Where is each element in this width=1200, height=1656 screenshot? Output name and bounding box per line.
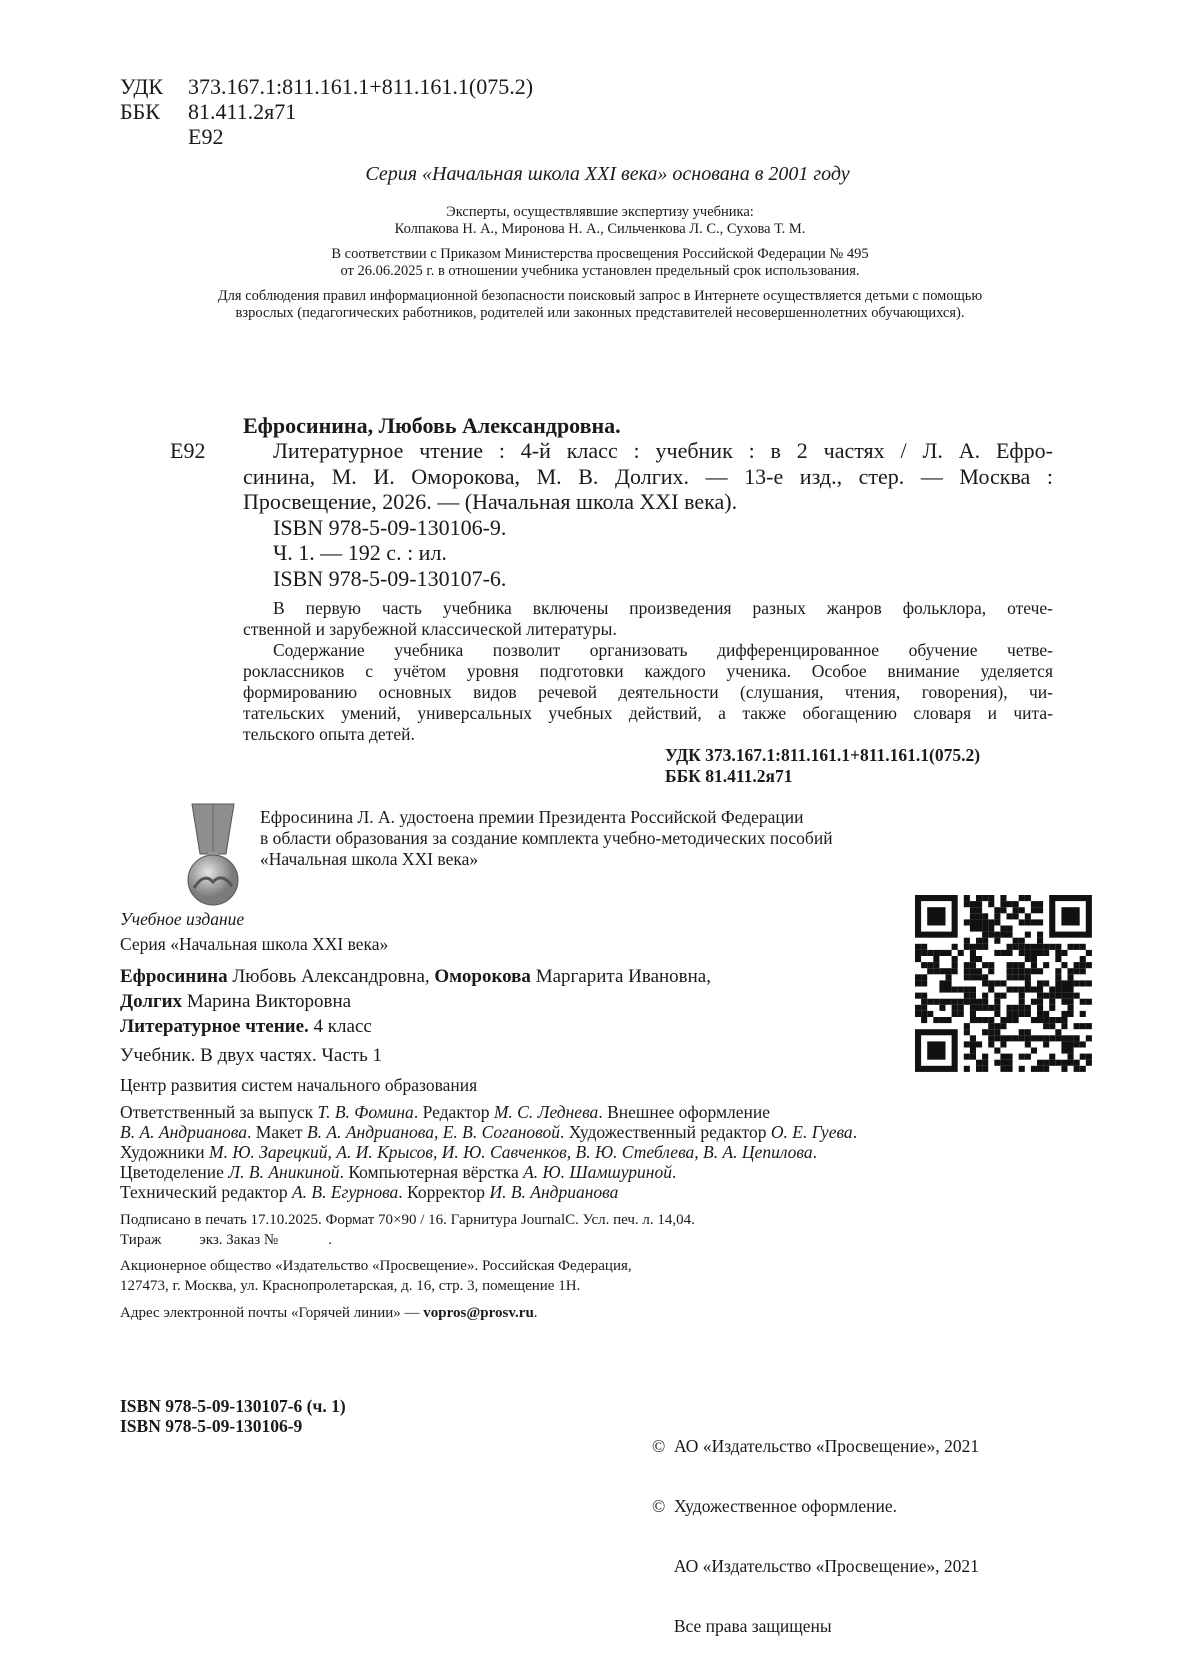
abstract-line: В первую часть учебника включены произведения разных жанров фольклора, отече- (273, 598, 1053, 618)
print-run-label: Тираж (120, 1232, 162, 1248)
credit-role: . (852, 1122, 858, 1142)
credit-role: . Внешнее оформление (598, 1102, 771, 1122)
abstract-line: формированию основных видов речевой деятельности (слушания, чтения, говорения), чи- (243, 682, 1053, 702)
author-mark: Е92 (188, 124, 224, 149)
center-name: Центр развития систем начального образования (120, 1075, 478, 1095)
credit-role: . Корректор (398, 1182, 490, 1202)
credit-person: Л. В. Аникиной (228, 1162, 340, 1182)
author-surname: Ефросинина (120, 966, 228, 987)
hotline-email (120, 1303, 538, 1323)
bib-mark: Е92 (170, 438, 206, 463)
credit-person: В. А. Андрианова, Е. В. Согановой (306, 1122, 561, 1142)
order-note-line: В соответствии с Приказом Министерства просвещения Российской Федерации № 495 (331, 246, 869, 262)
signed-info: Подписано в печать 17.10.2025. Формат 70×90 / 16. Гарнитура JournalC. Усл. печ. л. 14,04. (120, 1212, 695, 1228)
award-line: «Начальная школа XXI века» (260, 849, 479, 869)
credit-role: . Макет (247, 1122, 307, 1142)
author-heading: Ефросинина, Любовь Александровна. (243, 413, 621, 438)
print-info (120, 1210, 695, 1250)
credit-role: . (671, 1162, 677, 1182)
publisher-line: Акционерное общество «Издательство «Просвещение». Российская Федерация, (120, 1258, 632, 1274)
order-end: . (328, 1232, 332, 1248)
imprint-series: Серия «Начальная школа XXI века» (120, 934, 389, 954)
series-note: Серия «Начальная школа XXI века» основана в 2001 году (365, 163, 850, 185)
author-name: Маргарита Ивановна, (530, 966, 711, 987)
credit-line (120, 1182, 857, 1202)
copyright-line: Все права защищены (652, 1616, 832, 1636)
credit-person: Т. В. Фомина (317, 1102, 414, 1122)
bbk-label: ББК (120, 99, 160, 124)
credits (120, 1102, 857, 1202)
abstract-line: Содержание учебника позволит организовать дифференцированное обучение четве- (273, 640, 1053, 660)
medal-icon (180, 802, 246, 908)
book-grade: 4 класс (308, 1016, 372, 1037)
udk-line (120, 74, 533, 99)
qr-code[interactable] (915, 895, 1093, 1075)
credit-person: А. В. Егурнова (291, 1182, 399, 1202)
experts (100, 204, 1100, 238)
isbn-line: ISBN 978-5-09-130106-9 (120, 1416, 303, 1436)
order-note-line: от 26.06.2025 г. в отношении учебника установлен предельный срок использования. (340, 263, 860, 279)
copyright-line: © Художественное оформление. (652, 1496, 898, 1516)
isbn-set: ISBN 978-5-09-130106-9. (273, 514, 507, 540)
abstract-line: роклассников с учётом уровня подготовки каждого ученика. Особое внимание уделяется (243, 661, 1053, 681)
award-line: в области образования за создание комплекта учебно-методических пособий (260, 828, 833, 848)
credit-person: А. Ю. Шамшуриной (523, 1162, 672, 1182)
bib-bbk: ББК 81.411.2я71 (665, 766, 793, 786)
email-label: Адрес электронной почты «Горячей линии» — (120, 1305, 424, 1321)
email-link[interactable]: vopros@prosv.ru (423, 1305, 534, 1321)
credit-line (120, 1142, 857, 1162)
part-info: Ч. 1. — 192 с. : ил. (273, 540, 447, 565)
isbn-line: ISBN 978-5-09-130107-6 (ч. 1) (120, 1396, 346, 1416)
order-note (100, 246, 1100, 280)
abstract-line: тельского опыта детей. (243, 724, 415, 744)
copyright-line: АО «Издательство «Просвещение», 2021 (652, 1556, 979, 1576)
order-label: экз. Заказ № (199, 1232, 279, 1248)
award-text (260, 807, 833, 870)
safety-note-line: Для соблюдения правил информационной безопасности поисковый запрос в Интернете осуществляется детьми с помощью (217, 288, 983, 304)
publisher-address (120, 1256, 632, 1296)
bib-line: синина, М. И. Оморокова, М. В. Долгих. — 13-е изд., стер. — Москва : (243, 463, 1053, 489)
credit-role: . (812, 1142, 818, 1162)
bib-udk: УДК 373.167.1:811.161.1+811.161.1(075.2) (665, 745, 981, 765)
abstract (243, 598, 1053, 745)
abstract-line: ственной и зарубежной классической литературы. (243, 619, 617, 639)
credit-person: И. В. Андрианова (489, 1182, 619, 1202)
author-name: Марина Викторовна (182, 991, 352, 1012)
award-line: Ефросинина Л. А. удостоена премии Президента Российской Федерации (260, 807, 804, 827)
credit-role: Ответственный за выпуск (120, 1102, 318, 1122)
publisher-line: 127473, г. Москва, ул. Краснопролетарская, д. 16, стр. 3, помещение 1Н. (120, 1278, 581, 1294)
bib-line: Просвещение, 2026. — (Начальная школа XXI века). (243, 489, 738, 514)
copyright (652, 1396, 979, 1656)
bib-description (243, 438, 1053, 591)
credit-role: Технический редактор (120, 1182, 292, 1202)
edition-type: Учебное издание (120, 909, 245, 929)
bib-udk-bbk (665, 745, 980, 787)
credit-role: Цветоделение (120, 1162, 229, 1182)
credit-person: О. Е. Гуева (770, 1122, 853, 1142)
author-surname: Долгих (120, 991, 183, 1012)
imprint-authors (120, 964, 711, 1039)
safety-note (100, 288, 1100, 322)
author-surname: Оморокова (434, 966, 531, 987)
book-title: Литературное чтение. (120, 1016, 309, 1037)
credit-line (120, 1162, 857, 1182)
credit-line (120, 1122, 857, 1142)
copyright-line: © АО «Издательство «Просвещение», 2021 (652, 1436, 980, 1456)
footer-isbn (120, 1396, 346, 1436)
credit-person: М. Ю. Зарецкий, А. И. Крысов, И. Ю. Савченков, В. Ю. Стеблева, В. А. Цепилова (209, 1142, 813, 1162)
author-name: Любовь Александровна, (227, 966, 435, 987)
email-end: . (533, 1305, 538, 1321)
credit-person: М. С. Леднева (493, 1102, 599, 1122)
isbn-part: ISBN 978-5-09-130107-6. (273, 565, 507, 591)
safety-note-line: взрослых (педагогических работников, родителей или законных представителей несовершеннолетних обучающихся). (235, 305, 965, 321)
credit-role: . Компьютерная вёрстка (339, 1162, 524, 1182)
experts-names: Колпакова Н. А., Миронова Н. А., Сильченкова Л. С., Сухова Т. М. (394, 221, 806, 237)
subtitle: Учебник. В двух частях. Часть 1 (120, 1045, 382, 1066)
credit-line (120, 1102, 857, 1122)
bbk-line (120, 99, 296, 124)
udk-value: 373.167.1:811.161.1+811.161.1(075.2) (188, 74, 534, 99)
credit-role: . Художественный редактор (560, 1122, 771, 1142)
udk-label: УДК (120, 74, 164, 99)
credit-role: Художники (120, 1142, 210, 1162)
bbk-value: 81.411.2я71 (188, 99, 297, 124)
bib-line: Литературное чтение : 4-й класс : учебник : в 2 частях / Л. А. Ефро- (273, 438, 1053, 463)
abstract-line: тательских умений, универсальных учебных действий, а также обогащению словаря и чита- (243, 703, 1053, 723)
credit-role: . Редактор (413, 1102, 494, 1122)
credit-person: В. А. Андрианова (120, 1122, 248, 1142)
experts-line: Эксперты, осуществлявшие экспертизу учебника: (446, 204, 754, 220)
